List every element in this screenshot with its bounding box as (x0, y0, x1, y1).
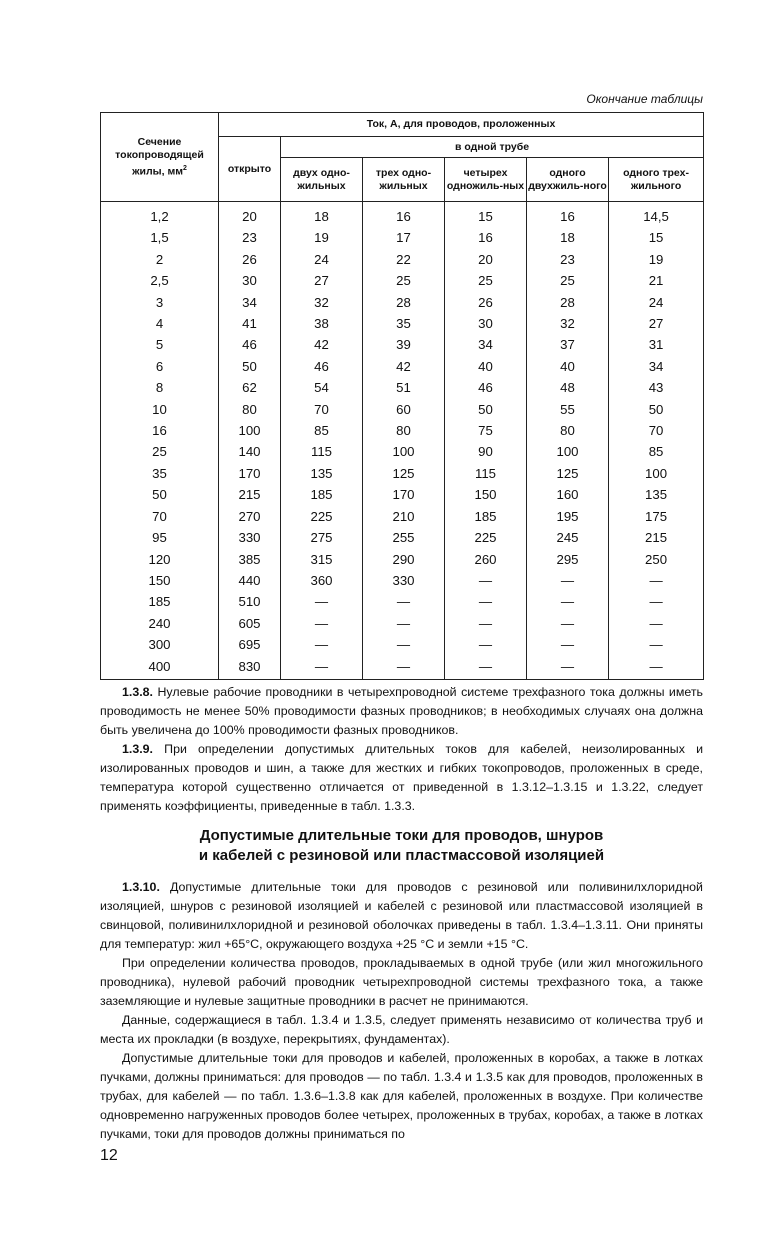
table-cell: 245 (527, 527, 609, 548)
table-cell: 150 (445, 484, 527, 505)
table-cell: 195 (527, 506, 609, 527)
section-heading (100, 826, 703, 866)
table-row (101, 656, 704, 680)
table-cell: 54 (281, 377, 363, 398)
table-cell: — (527, 634, 609, 655)
table-cell: 115 (445, 463, 527, 484)
table-cell: 260 (445, 549, 527, 570)
table-cell: 34 (609, 356, 704, 377)
table-cell: 23 (527, 249, 609, 270)
table-cell: 20 (445, 249, 527, 270)
table-cell: 31 (609, 334, 704, 355)
table-cell: 30 (445, 313, 527, 334)
table-cell: 100 (219, 420, 281, 441)
table-cell: 30 (219, 270, 281, 291)
table-cell: 140 (219, 441, 281, 462)
table-cell: 25 (363, 270, 445, 291)
header-open: открыто (219, 137, 281, 202)
table-cell: 43 (609, 377, 704, 398)
table-cell: 26 (445, 292, 527, 313)
table-cell: 19 (609, 249, 704, 270)
table-cell: 8 (101, 377, 219, 398)
table-cell: 605 (219, 613, 281, 634)
table-cell: — (281, 634, 363, 655)
table-body (101, 202, 704, 680)
table-row (101, 463, 704, 484)
table-cell: 15 (609, 227, 704, 248)
table-cell: 15 (445, 202, 527, 228)
table-cell: 75 (445, 420, 527, 441)
table-row (101, 613, 704, 634)
table-cell: — (363, 613, 445, 634)
table-cell: 510 (219, 591, 281, 612)
table-cell: 170 (219, 463, 281, 484)
table-cell: 250 (609, 549, 704, 570)
table-row (101, 441, 704, 462)
table-cell: 175 (609, 506, 704, 527)
table-cell: 1,5 (101, 227, 219, 248)
table-cell: 35 (363, 313, 445, 334)
table-row (101, 420, 704, 441)
heading-line: и кабелей с резиновой или пластмассовой изоляцией (198, 847, 605, 864)
table-cell: 160 (527, 484, 609, 505)
table-cell: 41 (219, 313, 281, 334)
table-cell: 120 (101, 549, 219, 570)
header-pipe: в одной трубе (281, 137, 704, 158)
table-cell: 16 (527, 202, 609, 228)
table-cell: 385 (219, 549, 281, 570)
table-cell: — (445, 591, 527, 612)
table-cell: 20 (219, 202, 281, 228)
table-cell: 35 (101, 463, 219, 484)
table-cell: 2,5 (101, 270, 219, 291)
table-cell: — (363, 591, 445, 612)
table-cell: 32 (527, 313, 609, 334)
table-cell: — (609, 570, 704, 591)
table-cell: 100 (527, 441, 609, 462)
table-cell: 255 (363, 527, 445, 548)
paragraph: Данные, содержащиеся в табл. 1.3.4 и 1.3.5, следует применять независимо от количества труб и места их прокладки (в воздухе, перекрытиях, фундаментах). (100, 1013, 703, 1046)
table-cell: 240 (101, 613, 219, 634)
table-cell: 28 (527, 292, 609, 313)
table-cell: 46 (445, 377, 527, 398)
paragraph: При определении количества проводов, прокладываемых в одной трубе (или жил многожильного проводника), нулевой рабочий проводник четырехпроводной системы трехфазного тока, а также заземляющие и нулевые защитные проводники в расчет не принимаются. (100, 956, 703, 1008)
table-cell: 125 (363, 463, 445, 484)
table-cell: 185 (101, 591, 219, 612)
header-col: трех одно-жильных (363, 158, 445, 202)
table-cell: — (527, 591, 609, 612)
table-row (101, 313, 704, 334)
table-cell: 80 (527, 420, 609, 441)
table-cell: 85 (609, 441, 704, 462)
table-cell: 80 (219, 399, 281, 420)
table-cell: 215 (609, 527, 704, 548)
table-cell: 400 (101, 656, 219, 680)
table-cell: 42 (363, 356, 445, 377)
table-cell: 330 (219, 527, 281, 548)
table-cell: 10 (101, 399, 219, 420)
table-cell: 39 (363, 334, 445, 355)
header-section: Сечение токопроводящей жилы, $мм^2$ (101, 113, 219, 202)
table-cell: — (445, 613, 527, 634)
header-col: одного двухжиль-ного (527, 158, 609, 202)
table-cell: — (609, 656, 704, 680)
table-cell: 6 (101, 356, 219, 377)
table-cell: — (609, 634, 704, 655)
table-cell: 95 (101, 527, 219, 548)
table-cell: 60 (363, 399, 445, 420)
table-cell: 40 (445, 356, 527, 377)
current-table (100, 112, 704, 680)
table-cell: 22 (363, 249, 445, 270)
table-cell: — (527, 613, 609, 634)
table-cell: 40 (527, 356, 609, 377)
table-cell: 37 (527, 334, 609, 355)
table-cell: 42 (281, 334, 363, 355)
table-row (101, 202, 704, 228)
table-cell: 32 (281, 292, 363, 313)
table-cell: 16 (445, 227, 527, 248)
table-cell: 51 (363, 377, 445, 398)
table-row (101, 356, 704, 377)
table-cell: — (445, 570, 527, 591)
table-cell: 100 (609, 463, 704, 484)
table-cell: 27 (281, 270, 363, 291)
table-cell: 24 (281, 249, 363, 270)
table-row (101, 399, 704, 420)
table-cell: 300 (101, 634, 219, 655)
table-cell: 330 (363, 570, 445, 591)
table-cell: 115 (281, 441, 363, 462)
table-cell: 48 (527, 377, 609, 398)
table-cell: 70 (281, 399, 363, 420)
table-cell: — (445, 634, 527, 655)
table-cell: 14,5 (609, 202, 704, 228)
table-cell: 25 (527, 270, 609, 291)
table-cell: 46 (281, 356, 363, 377)
table-cell: 55 (527, 399, 609, 420)
body-text-top (100, 683, 703, 816)
table-cell: 1,2 (101, 202, 219, 228)
table-cell: 695 (219, 634, 281, 655)
table-cell: 315 (281, 549, 363, 570)
table-row (101, 527, 704, 548)
paragraph-1-3-9: 1.3.9. При определении допустимых длительных токов для кабелей, неизолированных и изолированных проводов и шин, а также для жестких и гибких токопроводов, проложенных в среде, температура которой существенно отличается от приведенной в 1.3.12–1.3.15 и 1.3.22, следует применять коэффициенты, приведенные в табл. 1.3.3. (100, 742, 703, 813)
table-cell: 135 (609, 484, 704, 505)
header-col: двух одно-жильных (281, 158, 363, 202)
paragraph: Допустимые длительные токи для проводов и кабелей, проложенных в коробах, а также в лотках пучками, должны приниматься: для проводов — по табл. 1.3.4 и 1.3.5 как для проводов, проложенных в трубах, для кабелей — по табл. 1.3.6–1.3.8 как для кабелей, проложенных в воздухе. При количестве одновременно нагруженных проводов более четырех, проложенных в трубах, коробах, а также в лотках пучками, токи для проводов должны приниматься по (100, 1051, 703, 1141)
heading-line: Допустимые длительные токи для проводов, шнуров (199, 827, 604, 844)
table-cell: 50 (445, 399, 527, 420)
table-cell: 440 (219, 570, 281, 591)
table-cell: — (609, 591, 704, 612)
table-cell: 90 (445, 441, 527, 462)
table-cell: 18 (281, 202, 363, 228)
table-cell: 26 (219, 249, 281, 270)
table-row (101, 227, 704, 248)
table-row (101, 549, 704, 570)
table-cell: 100 (363, 441, 445, 462)
table-row (101, 270, 704, 291)
header-col: четырех одножиль-ных (445, 158, 527, 202)
table-cell: 290 (363, 549, 445, 570)
table-cell: 28 (363, 292, 445, 313)
table-cell: — (363, 634, 445, 655)
table-cell: 16 (363, 202, 445, 228)
table-cell: — (363, 656, 445, 680)
table-cell: 16 (101, 420, 219, 441)
table-cell: 70 (609, 420, 704, 441)
table-cell: — (281, 591, 363, 612)
table-cell: 210 (363, 506, 445, 527)
header-col: одного трех-жильного (609, 158, 704, 202)
page-number: 12 (100, 1147, 118, 1164)
table-cell: 3 (101, 292, 219, 313)
table-row (101, 591, 704, 612)
table-cell: 225 (281, 506, 363, 527)
table-cell: — (527, 656, 609, 680)
table-cell: — (281, 656, 363, 680)
table-cell: 225 (445, 527, 527, 548)
table-cell: 360 (281, 570, 363, 591)
table-cell: — (527, 570, 609, 591)
table-row (101, 249, 704, 270)
table-cell: 50 (219, 356, 281, 377)
table-cell: 18 (527, 227, 609, 248)
table-cell: 46 (219, 334, 281, 355)
table-cell: 34 (445, 334, 527, 355)
table-cell: 23 (219, 227, 281, 248)
table-cell: 25 (101, 441, 219, 462)
table-cell: 25 (445, 270, 527, 291)
table-cell: 270 (219, 506, 281, 527)
table-row (101, 292, 704, 313)
header-current: Ток, А, для проводов, проложенных (219, 113, 704, 137)
paragraph-1-3-8: 1.3.8. Нулевые рабочие проводники в четырехпроводной системе трехфазного тока должны иметь проводимость не менее 50% проводимости фазных проводников; в необходимых случаях она должна быть увеличена до 100% проводимости фазных проводников. (100, 685, 703, 737)
table-cell: 21 (609, 270, 704, 291)
table-cell: 62 (219, 377, 281, 398)
table-cell: 38 (281, 313, 363, 334)
table-row (101, 334, 704, 355)
table-cell: 215 (219, 484, 281, 505)
table-cell: 17 (363, 227, 445, 248)
table-cell: 150 (101, 570, 219, 591)
table-row (101, 484, 704, 505)
table-row (101, 634, 704, 655)
table-cell: 170 (363, 484, 445, 505)
table-cell: 275 (281, 527, 363, 548)
table-cell: 4 (101, 313, 219, 334)
table-cell: 5 (101, 334, 219, 355)
table-cell: 185 (281, 484, 363, 505)
table-cell: 85 (281, 420, 363, 441)
body-text-bottom (100, 878, 703, 1144)
table-cell: 80 (363, 420, 445, 441)
table-cell: 2 (101, 249, 219, 270)
table-cell: 24 (609, 292, 704, 313)
table-row (101, 570, 704, 591)
table-cell: — (281, 613, 363, 634)
table-cell: 135 (281, 463, 363, 484)
table-cell: — (609, 613, 704, 634)
table-cell: 19 (281, 227, 363, 248)
table-cell: 34 (219, 292, 281, 313)
table-continuation-caption: Окончание таблицы (586, 92, 703, 106)
table-cell: 70 (101, 506, 219, 527)
table-cell: 295 (527, 549, 609, 570)
table-row (101, 506, 704, 527)
table-cell: 27 (609, 313, 704, 334)
table-cell: 185 (445, 506, 527, 527)
paragraph-1-3-10: 1.3.10. Допустимые длительные токи для проводов с резиновой или поливинилхлоридной изоляцией, шнуров с резиновой изоляцией и кабелей с резиновой или пластмассовой изоляцией в свинцовой, поливинилхлоридной и резиновой оболочках приведены в табл. 1.3.4–1.3.11. Они приняты для температур: жил +65°С, окружающего воздуха +25 °С и земли +15 °С. (100, 880, 703, 951)
table-cell: 50 (609, 399, 704, 420)
table-cell: — (445, 656, 527, 680)
table-cell: 830 (219, 656, 281, 680)
table-cell: 50 (101, 484, 219, 505)
table-row (101, 377, 704, 398)
table-cell: 125 (527, 463, 609, 484)
